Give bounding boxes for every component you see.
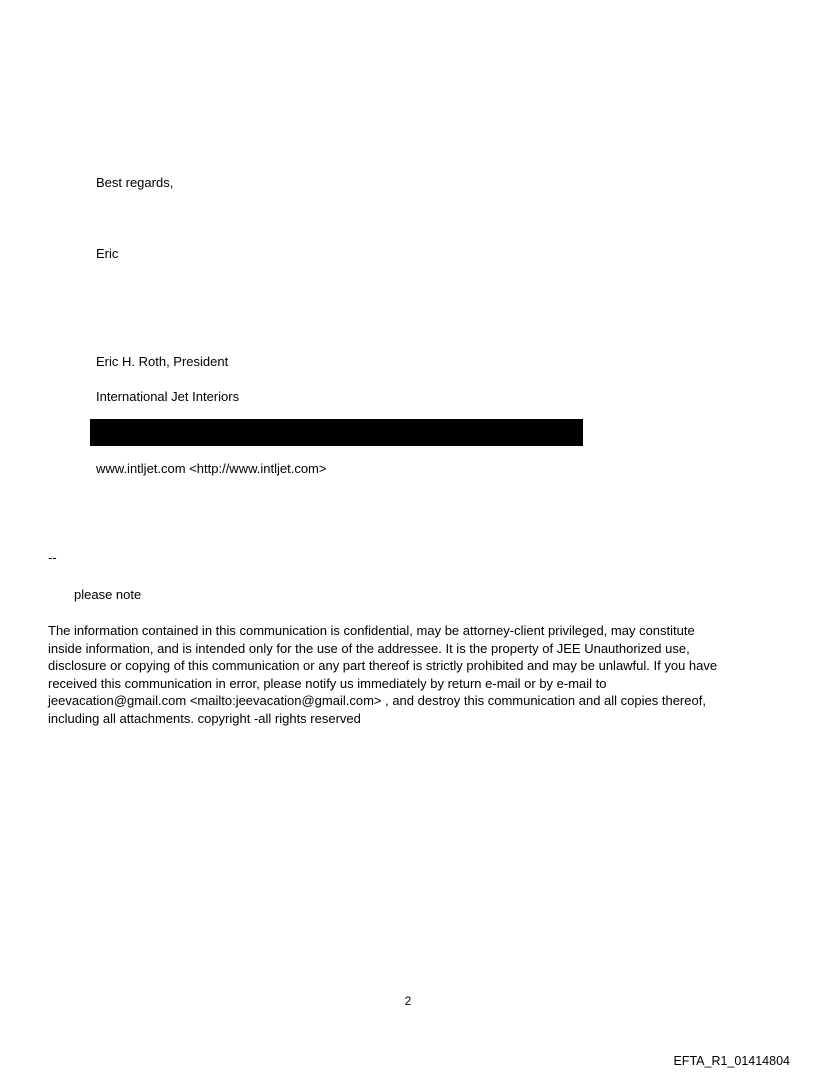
- disclaimer-line: inside information, and is intended only for the use of the addressee. It is the property of JEE Unauthorized use,: [48, 640, 690, 656]
- closing-text: Best regards,: [96, 175, 174, 190]
- page-number: 2: [404, 994, 412, 1008]
- disclaimer-line: The information contained in this communication is confidential, may be attorney-client privileged, may constitute: [48, 623, 695, 638]
- separator: --: [48, 550, 57, 565]
- sender-first-name: Eric: [96, 246, 119, 261]
- note-label: please note: [74, 587, 142, 602]
- disclaimer-line: received this communication in error, please notify us immediately by return e-mail or by e-mail to: [48, 675, 607, 691]
- disclaimer-line: including all attachments. copyright -all rights reserved: [48, 710, 361, 726]
- disclaimer-line: disclosure or copying of this communication or any part thereof is strictly prohibited and may be unlawful. If you have: [48, 658, 718, 673]
- company-name: International Jet Interiors: [96, 389, 240, 404]
- redaction-bar: [90, 419, 583, 446]
- website-link[interactable]: www.intljet.com <http://www.intljet.com>: [96, 461, 327, 476]
- sender-name-title: Eric H. Roth, President: [96, 354, 229, 369]
- disclaimer-line: jeevacation@gmail.com <mailto:jeevacation@gmail.com> , and destroy this communication and all copies thereof,: [48, 693, 706, 708]
- document-id: EFTA_R1_01414804: [673, 1054, 790, 1068]
- confidentiality-disclaimer: [48, 622, 768, 727]
